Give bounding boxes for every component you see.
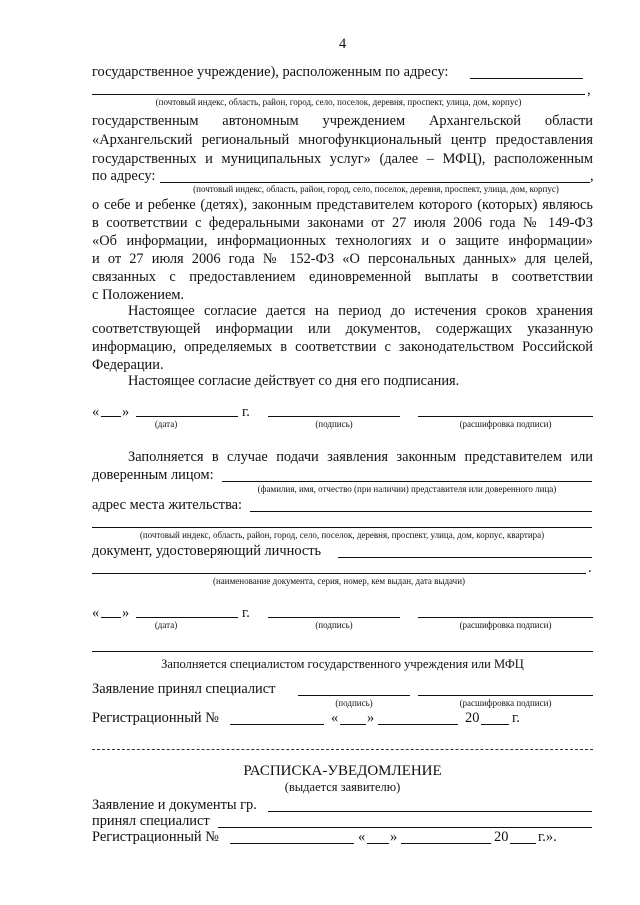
rep-line-2: доверенным лицом:	[92, 467, 214, 483]
mfc-line-3: государственных и муниципальных услуг» (далее – МФЦ), расположенным	[92, 151, 593, 167]
accepted-label: Заявление принял специалист	[92, 681, 276, 697]
reg-number-field[interactable]	[230, 724, 324, 725]
address-caption-1: (почтовый индекс, область, район, город, село, поселок, деревня, проспект, улица, дом, корпус)	[155, 97, 522, 107]
comma-2: ,	[590, 168, 594, 184]
receipt-accepted-label: принял специалист	[92, 813, 210, 829]
decode-field-2[interactable]	[418, 617, 593, 618]
receipt-year-suffix: г.».	[538, 829, 557, 845]
receipt-century: 20	[494, 829, 509, 845]
day-field-2[interactable]	[101, 617, 121, 618]
body-last: с Положением.	[92, 287, 185, 303]
rep-fio-field[interactable]	[222, 481, 592, 482]
rep-line-1: Заполняется в случае подачи заявления законным представителем или	[128, 449, 593, 465]
reg-century: 20	[465, 710, 480, 726]
receipt-docs-label: Заявление и документы гр.	[92, 797, 257, 813]
specialist-sign-caption: (подпись)	[335, 698, 373, 708]
year-suffix-1: г.	[242, 404, 250, 420]
reg-label: Регистрационный №	[92, 710, 219, 726]
quote-close-2: »	[122, 605, 130, 621]
receipt-quote-open: «	[358, 829, 366, 845]
body-line-3: «Об информации, информационных технологиях и о защите информации»	[92, 233, 593, 249]
period-line-1: Настоящее согласие дается на период до истечения сроков хранения	[128, 303, 593, 319]
period-line-2: соответствующей информации или документов, содержащих указанную	[92, 321, 593, 337]
comma: ,	[587, 82, 591, 98]
decode-caption-2: (расшифровка подписи)	[459, 620, 552, 630]
body-line-2: в соответствии с федеральными законами от 27 июля 2006 года № 149-ФЗ	[92, 215, 593, 231]
quote-open-2: «	[92, 605, 100, 621]
address-caption-2: (почтовый индекс, область, район, город, село, поселок, деревня, проспект, улица, дом, корпус)	[193, 184, 559, 194]
po-adresu-label: по адресу:	[92, 168, 156, 184]
address-field-1b[interactable]	[92, 94, 585, 95]
receipt-quote-close: »	[390, 829, 398, 845]
body-line-5: связанных с предоставлением единовременной выплаты в соответствии	[92, 269, 593, 285]
receipt-reg-number-field[interactable]	[230, 843, 354, 844]
reg-day-field[interactable]	[340, 724, 366, 725]
receipt-subtitle: (выдается заявителю)	[284, 780, 401, 794]
valid-from: Настоящее согласие действует со дня его подписания.	[128, 373, 460, 389]
reg-year-field[interactable]	[481, 724, 509, 725]
rep-fio-caption: (фамилия, имя, отчество (при наличии) представителя или доверенного лица)	[257, 484, 557, 494]
doc-caption: (наименование документа, серия, номер, кем выдан, дата выдачи)	[212, 576, 466, 586]
quote-open-1: «	[92, 404, 100, 420]
receipt-day-field[interactable]	[367, 843, 389, 844]
signature-field-2[interactable]	[268, 617, 400, 618]
quote-close-1: »	[122, 404, 130, 420]
mfc-line-1: государственным автономным учреждением Архангельской области	[92, 113, 593, 129]
specialist-heading: Заполняется специалистом государственного учреждения или МФЦ	[161, 657, 524, 671]
reg-year-suffix: г.	[512, 710, 520, 726]
specialist-sign-field[interactable]	[298, 695, 410, 696]
address-field-2[interactable]	[160, 182, 590, 183]
specialist-decode-field[interactable]	[418, 695, 593, 696]
reg-month-field[interactable]	[378, 724, 458, 725]
cut-line	[92, 749, 593, 750]
consent-line1: государственное учреждение), расположенным по адресу:	[92, 64, 449, 80]
period-line-3: информацию, определяемых в соответствии с законодательством Российской	[92, 339, 593, 355]
body-line-1: о себе и ребенке (детях), законным представителем которого (которых) являюсь	[92, 197, 593, 213]
doc-field-2[interactable]	[92, 573, 586, 574]
doc-label: документ, удостоверяющий личность	[92, 543, 322, 559]
period-last: Федерации.	[92, 357, 164, 373]
month-field-2[interactable]	[136, 617, 238, 618]
signature-field-1[interactable]	[268, 416, 400, 417]
date-caption-2: (дата)	[154, 620, 178, 630]
receipt-month-field[interactable]	[401, 843, 491, 844]
sign-caption-2: (подпись)	[315, 620, 353, 630]
body-line-4: и от 27 июля 2006 года № 152-ФЗ «О персональных данных» для целей,	[92, 251, 593, 267]
mfc-line-2: «Архангельский региональный многофункциональный центр предоставления	[92, 132, 593, 148]
rep-address-field[interactable]	[250, 511, 592, 512]
rep-address-caption: (почтовый индекс, область, район, город, село, поселок, деревня, проспект, улица, дом, корпус, квартира)	[139, 530, 545, 540]
specialist-decode-caption: (расшифровка подписи)	[459, 698, 552, 708]
decode-field-1[interactable]	[418, 416, 593, 417]
receipt-specialist-field[interactable]	[218, 827, 592, 828]
receipt-citizen-field[interactable]	[268, 811, 592, 812]
day-field-1[interactable]	[101, 416, 121, 417]
address-label: адрес места жительства:	[92, 497, 243, 513]
sign-caption-1: (подпись)	[315, 419, 353, 429]
doc-field[interactable]	[338, 557, 592, 558]
receipt-year-field[interactable]	[510, 843, 536, 844]
receipt-title: РАСПИСКА-УВЕДОМЛЕНИЕ	[243, 763, 442, 779]
address-field-1[interactable]	[470, 78, 583, 79]
rep-address-field-2[interactable]	[92, 527, 592, 528]
date-caption-1: (дата)	[154, 419, 178, 429]
receipt-reg-label: Регистрационный №	[92, 829, 219, 845]
decode-caption-1: (расшифровка подписи)	[459, 419, 552, 429]
specialist-divider	[92, 651, 593, 652]
doc-end: .	[588, 560, 592, 576]
reg-quote-close: »	[367, 710, 375, 726]
year-suffix-2: г.	[242, 605, 250, 621]
reg-quote-open: «	[331, 710, 339, 726]
page-number: 4	[339, 36, 347, 52]
month-field-1[interactable]	[136, 416, 238, 417]
